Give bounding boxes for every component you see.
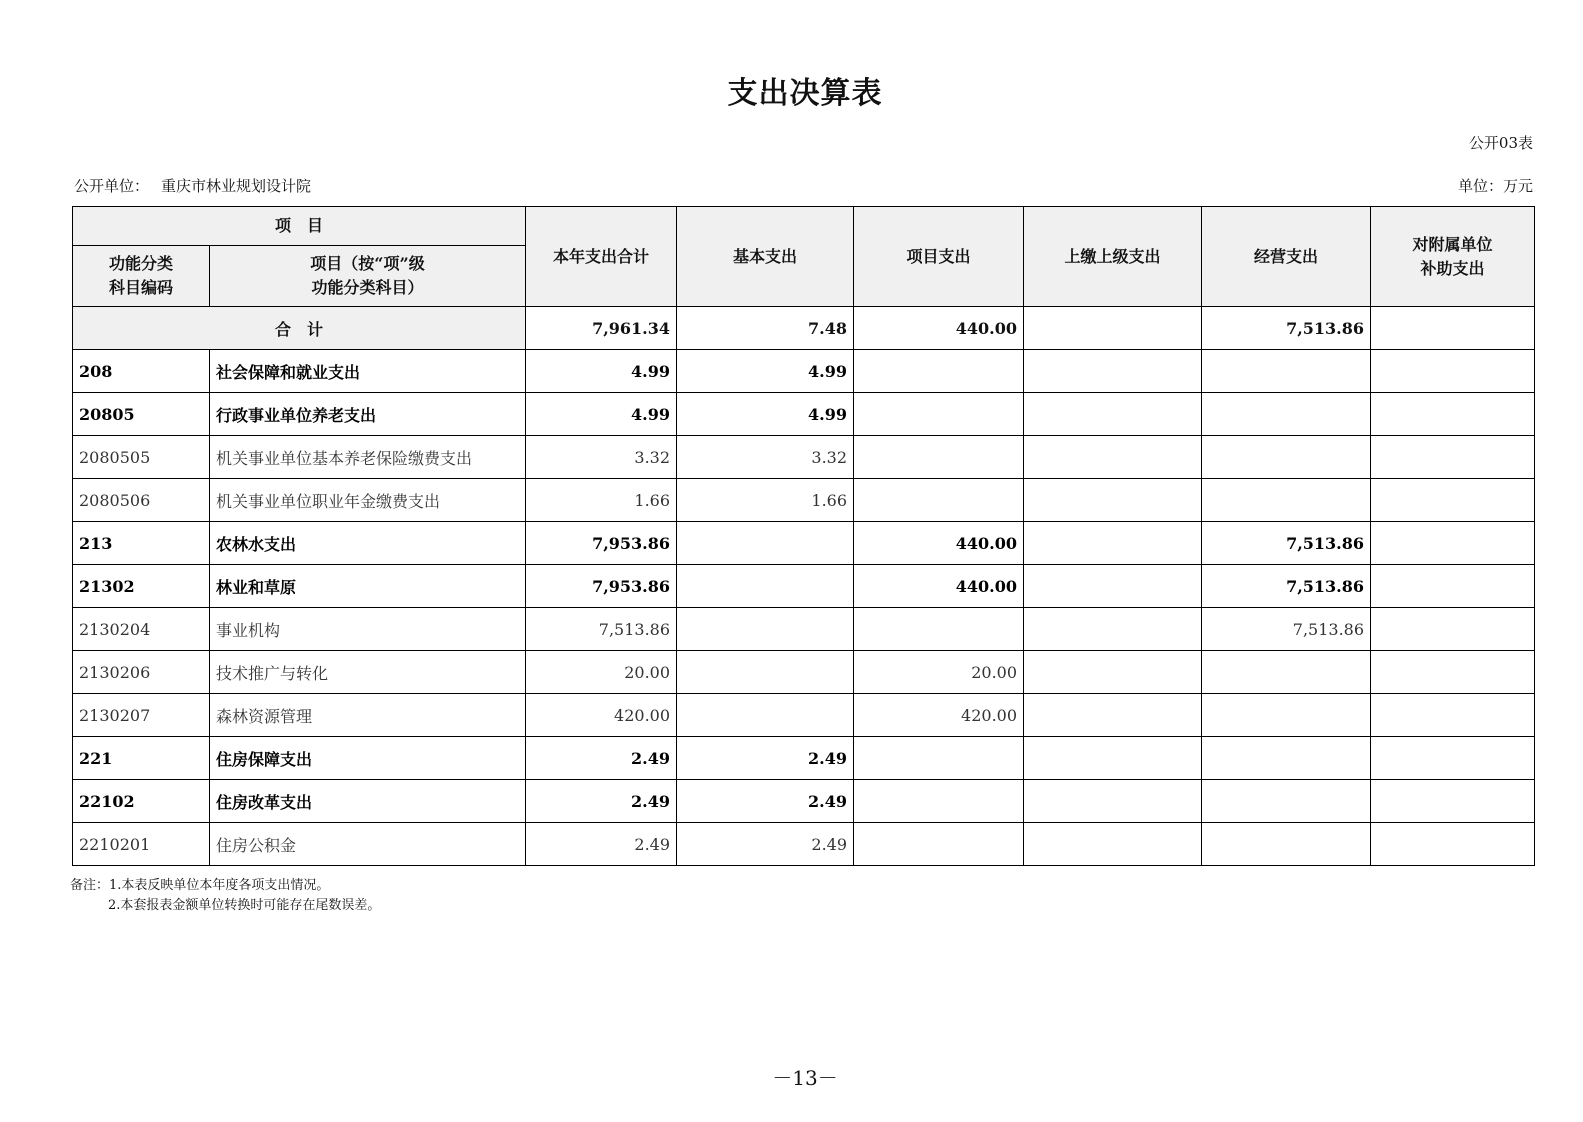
row-business bbox=[1202, 694, 1371, 737]
row-project: 20.00 bbox=[854, 651, 1024, 694]
table-row bbox=[73, 608, 1535, 651]
row-business bbox=[1202, 350, 1371, 393]
header-total: 本年支出合计 bbox=[526, 207, 677, 307]
table-row bbox=[73, 737, 1535, 780]
row-total: 2.49 bbox=[526, 780, 677, 823]
row-upper bbox=[1024, 436, 1202, 479]
row-business bbox=[1202, 393, 1371, 436]
row-basic bbox=[677, 608, 854, 651]
row-subsidy bbox=[1371, 565, 1535, 608]
row-name: 行政事业单位养老支出 bbox=[210, 393, 526, 436]
row-project bbox=[854, 479, 1024, 522]
row-project: 440.00 bbox=[854, 522, 1024, 565]
reporting-unit-label: 公开单位： bbox=[74, 177, 150, 195]
row-upper bbox=[1024, 479, 1202, 522]
table-row bbox=[73, 694, 1535, 737]
row-subsidy bbox=[1371, 436, 1535, 479]
currency-unit: 单位：万元 bbox=[1457, 177, 1533, 195]
row-total: 3.32 bbox=[526, 436, 677, 479]
row-project bbox=[854, 780, 1024, 823]
row-upper bbox=[1024, 737, 1202, 780]
row-subsidy bbox=[1371, 823, 1535, 866]
row-upper bbox=[1024, 823, 1202, 866]
row-name: 林业和草原 bbox=[210, 565, 526, 608]
row-name: 机关事业单位基本养老保险缴费支出 bbox=[210, 436, 526, 479]
row-total: 2.49 bbox=[526, 823, 677, 866]
table-row bbox=[73, 522, 1535, 565]
row-upper bbox=[1024, 522, 1202, 565]
row-business bbox=[1202, 651, 1371, 694]
table-row bbox=[73, 823, 1535, 866]
row-basic bbox=[677, 522, 854, 565]
table-row bbox=[73, 780, 1535, 823]
row-basic: 3.32 bbox=[677, 436, 854, 479]
row-upper bbox=[1024, 393, 1202, 436]
header-upper: 上缴上级支出 bbox=[1024, 207, 1202, 307]
total-business: 7,513.86 bbox=[1202, 307, 1371, 350]
table-row bbox=[73, 436, 1535, 479]
row-code: 2080506 bbox=[73, 479, 210, 522]
row-project bbox=[854, 608, 1024, 651]
total-subsidy bbox=[1371, 307, 1535, 350]
row-basic bbox=[677, 651, 854, 694]
row-total: 420.00 bbox=[526, 694, 677, 737]
total-total: 7,961.34 bbox=[526, 307, 677, 350]
header-project: 项目支出 bbox=[854, 207, 1024, 307]
page-number: －13－ bbox=[772, 1066, 838, 1090]
notes bbox=[70, 876, 380, 916]
row-business: 7,513.86 bbox=[1202, 565, 1371, 608]
total-label: 合 计 bbox=[73, 307, 526, 350]
row-subsidy bbox=[1371, 522, 1535, 565]
row-name: 住房保障支出 bbox=[210, 737, 526, 780]
row-project bbox=[854, 436, 1024, 479]
row-upper bbox=[1024, 651, 1202, 694]
row-project: 440.00 bbox=[854, 565, 1024, 608]
row-code: 2130206 bbox=[73, 651, 210, 694]
table-row bbox=[73, 565, 1535, 608]
row-total: 4.99 bbox=[526, 393, 677, 436]
row-total: 7,513.86 bbox=[526, 608, 677, 651]
row-basic: 2.49 bbox=[677, 823, 854, 866]
reporting-unit bbox=[74, 175, 311, 196]
row-upper bbox=[1024, 608, 1202, 651]
header-business: 经营支出 bbox=[1202, 207, 1371, 307]
row-subsidy bbox=[1371, 608, 1535, 651]
row-code: 2130204 bbox=[73, 608, 210, 651]
row-basic: 4.99 bbox=[677, 350, 854, 393]
table-row bbox=[73, 479, 1535, 522]
row-name: 事业机构 bbox=[210, 608, 526, 651]
row-total: 20.00 bbox=[526, 651, 677, 694]
row-total: 7,953.86 bbox=[526, 522, 677, 565]
row-project: 420.00 bbox=[854, 694, 1024, 737]
row-upper bbox=[1024, 350, 1202, 393]
row-basic: 2.49 bbox=[677, 780, 854, 823]
total-upper bbox=[1024, 307, 1202, 350]
header-name: 项目（按“项”级 功能分类科目） bbox=[210, 246, 526, 307]
table-row bbox=[73, 393, 1535, 436]
row-total: 4.99 bbox=[526, 350, 677, 393]
row-subsidy bbox=[1371, 350, 1535, 393]
header-basic: 基本支出 bbox=[677, 207, 854, 307]
row-business bbox=[1202, 823, 1371, 866]
row-business: 7,513.86 bbox=[1202, 608, 1371, 651]
row-name: 社会保障和就业支出 bbox=[210, 350, 526, 393]
total-row bbox=[73, 307, 1535, 350]
row-business bbox=[1202, 737, 1371, 780]
row-total: 1.66 bbox=[526, 479, 677, 522]
header-code: 功能分类 科目编码 bbox=[73, 246, 210, 307]
row-basic bbox=[677, 565, 854, 608]
total-basic: 7.48 bbox=[677, 307, 854, 350]
row-upper bbox=[1024, 565, 1202, 608]
row-code: 22102 bbox=[73, 780, 210, 823]
row-project bbox=[854, 823, 1024, 866]
row-name: 住房公积金 bbox=[210, 823, 526, 866]
reporting-unit-name: 重庆市林业规划设计院 bbox=[161, 177, 312, 195]
row-subsidy bbox=[1371, 393, 1535, 436]
row-upper bbox=[1024, 694, 1202, 737]
note-line-2: 2.本套报表金额单位转换时可能存在尾数误差。 bbox=[108, 898, 381, 913]
row-code: 20805 bbox=[73, 393, 210, 436]
row-code: 21302 bbox=[73, 565, 210, 608]
row-total: 2.49 bbox=[526, 737, 677, 780]
row-name: 农林水支出 bbox=[210, 522, 526, 565]
row-business bbox=[1202, 780, 1371, 823]
note-line-1: 备注：1.本表反映单位本年度各项支出情况。 bbox=[70, 878, 330, 893]
row-subsidy bbox=[1371, 780, 1535, 823]
row-upper bbox=[1024, 780, 1202, 823]
row-code: 2130207 bbox=[73, 694, 210, 737]
row-code: 2080505 bbox=[73, 436, 210, 479]
row-business bbox=[1202, 436, 1371, 479]
row-project bbox=[854, 350, 1024, 393]
row-project bbox=[854, 393, 1024, 436]
table-number: 公开03表 bbox=[1468, 134, 1533, 152]
row-name: 技术推广与转化 bbox=[210, 651, 526, 694]
row-code: 2210201 bbox=[73, 823, 210, 866]
row-subsidy bbox=[1371, 479, 1535, 522]
row-name: 住房改革支出 bbox=[210, 780, 526, 823]
row-basic bbox=[677, 694, 854, 737]
row-code: 221 bbox=[73, 737, 210, 780]
row-basic: 1.66 bbox=[677, 479, 854, 522]
row-name: 森林资源管理 bbox=[210, 694, 526, 737]
header-item: 项 目 bbox=[73, 207, 526, 246]
row-basic: 2.49 bbox=[677, 737, 854, 780]
row-business: 7,513.86 bbox=[1202, 522, 1371, 565]
row-basic: 4.99 bbox=[677, 393, 854, 436]
total-project: 440.00 bbox=[854, 307, 1024, 350]
table-row bbox=[73, 651, 1535, 694]
page-title: 支出决算表 bbox=[727, 76, 883, 111]
row-total: 7,953.86 bbox=[526, 565, 677, 608]
row-subsidy bbox=[1371, 694, 1535, 737]
row-name: 机关事业单位职业年金缴费支出 bbox=[210, 479, 526, 522]
row-project bbox=[854, 737, 1024, 780]
row-business bbox=[1202, 479, 1371, 522]
row-subsidy bbox=[1371, 737, 1535, 780]
expenditure-table bbox=[72, 206, 1535, 866]
row-code: 208 bbox=[73, 350, 210, 393]
row-subsidy bbox=[1371, 651, 1535, 694]
header-subsidy: 对附属单位 补助支出 bbox=[1371, 207, 1535, 307]
table-row bbox=[73, 350, 1535, 393]
row-code: 213 bbox=[73, 522, 210, 565]
